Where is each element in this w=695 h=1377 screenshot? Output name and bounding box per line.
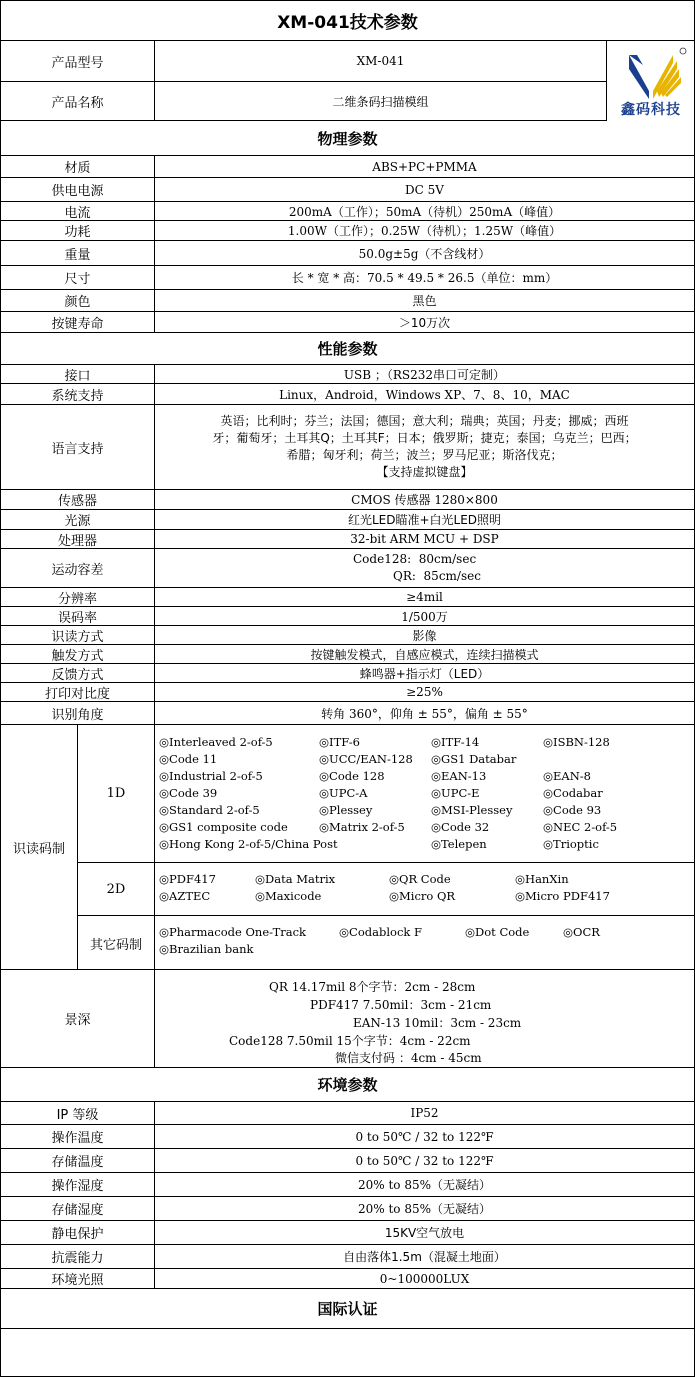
spec-row-light: 光源 红光LED瞄准+白光LED照明: [1, 510, 694, 530]
model-value: XM-041: [356, 54, 405, 68]
symbology-item: ◎Code 11: [159, 752, 218, 766]
spec-row-trigger: 触发方式 按键触发模式，自感应模式，连续扫描模式: [1, 645, 694, 664]
spec-row-current: 电流 200mA（工作）；50mA（待机）250mA（峰值）: [1, 202, 694, 221]
spec-row-op-temp: 操作温度 0 to 50℃ / 32 to 122℉: [1, 1125, 694, 1149]
spec-row-size: 尺寸 长 * 宽 * 高：70.5 * 49.5 * 26.5（单位：mm）: [1, 266, 694, 290]
spec-row-key-life: 按键寿命 ＞10万次: [1, 312, 694, 333]
symbology-item: ◎Dot Code: [465, 925, 530, 939]
spec-row-color: 颜色 黑色: [1, 290, 694, 312]
symbology-item: ◎Industrial 2-of-5: [159, 769, 263, 783]
name-label: 产品名称: [1, 82, 155, 120]
spec-row-sensor: 传感器 CMOS 传感器 1280×800: [1, 490, 694, 510]
spec-row-cpu: 处理器 32-bit ARM MCU + DSP: [1, 530, 694, 549]
symbology-item: ◎GS1 Databar: [431, 752, 517, 766]
model-row: [1, 41, 606, 82]
spec-row-power: 功耗 1.00W（工作）；0.25W（待机）；1.25W（峰值）: [1, 221, 694, 241]
symbology-item: ◎Codabar: [543, 786, 603, 800]
name-value: 二维条码扫描模组: [332, 94, 429, 109]
symbology-item: ◎Codablock F: [339, 925, 422, 939]
spec-row-material: 材质 ABS+PC+PMMA: [1, 156, 694, 178]
spec-row-motion: 运动容差 Code128: 80cm/sec QR: 85cm/sec: [1, 549, 694, 588]
symbology-item: ◎Code 32: [431, 820, 490, 834]
symbology-item: ◎EAN-8: [543, 769, 591, 783]
spec-row-esd: 静电保护 15KV空气放电: [1, 1221, 694, 1245]
spec-row-ambient-light: 环境光照 0~100000LUX: [1, 1269, 694, 1289]
spec-row-store-humidity: 存储湿度 20% to 85%（无凝结）: [1, 1197, 694, 1221]
spec-row-resolution: 分辨率 ≥4mil: [1, 588, 694, 607]
spec-row-store-temp: 存储温度 0 to 50℃ / 32 to 122℉: [1, 1149, 694, 1173]
symbology-item: ◎MSI-Plessey: [431, 803, 513, 817]
spec-row-interface: 接口 USB ；（RS232串口可定制）: [1, 365, 694, 384]
physical-section-header: 物理参数: [1, 121, 694, 156]
performance-section-header: 性能参数: [1, 333, 694, 365]
symbology-item: ◎NEC 2-of-5: [543, 820, 618, 834]
symbology-item: ◎UCC/EAN-128: [319, 752, 413, 766]
symbology-item: ◎AZTEC: [159, 889, 211, 903]
symbology-item: ◎Brazilian bank: [159, 942, 254, 956]
symbology-item: ◎QR Code: [389, 872, 451, 886]
sheet-title: XM-041技术参数: [277, 13, 418, 33]
symbology-item: ◎Micro PDF417: [515, 889, 610, 903]
symbology-item: ◎Interleaved 2-of-5: [159, 735, 273, 749]
spec-row-error: 误码率 1/500万: [1, 607, 694, 626]
spec-row-language: 语言支持 英语；比利时；芬兰；法国；德国；意大利；瑞典；英国；丹麦；挪威；西班 牙；葡萄牙；土耳其Q；土耳其F；日本；俄罗斯；捷克；泰国；乌克兰；巴西； 希腊；匈牙利；荷兰；波兰；罗马尼亚；斯洛伐克； 【支持虚拟键盘】: [1, 405, 694, 490]
spec-row-power-supply: 供电电源 DC 5V: [1, 178, 694, 202]
spec-row-ip: IP 等级 IP52: [1, 1102, 694, 1125]
symbology-2d-list: [155, 863, 694, 916]
spec-row-read-mode: 识读方式 影像: [1, 626, 694, 645]
symbology-item: ◎Hong Kong 2-of-5/China Post: [159, 837, 338, 851]
symbology-item: ◎ISBN-128: [543, 735, 610, 749]
symbology-item: ◎Code 128: [319, 769, 385, 783]
spec-row-shock: 抗震能力 自由落体1.5m（混凝土地面）: [1, 1245, 694, 1269]
spec-row-op-humidity: 操作湿度 20% to 85%（无凝结）: [1, 1173, 694, 1197]
symbology-2d-label: 2D: [78, 863, 155, 916]
symbology-item: ◎Data Matrix: [255, 872, 336, 886]
environment-section-header: 环境参数: [1, 1068, 694, 1102]
symbology-item: ◎Plessey: [319, 803, 373, 817]
spec-row-angle: 识别角度 转角 360°，仰角 ± 55°，偏角 ± 55°: [1, 702, 694, 725]
symbology-1d-list: [155, 725, 694, 863]
spec-row-contrast: 打印对比度 ≥25%: [1, 683, 694, 702]
symbology-block: [1, 725, 694, 970]
symbology-other-list: [155, 916, 694, 970]
sheet-title-row: [1, 1, 694, 41]
certification-section-header: 国际认证: [1, 1289, 694, 1329]
symbology-item: ◎Matrix 2-of-5: [319, 820, 405, 834]
model-label: 产品型号: [1, 41, 155, 81]
symbology-item: ◎Maxicode: [255, 889, 322, 903]
spec-row-depth-of-field: 景深 QR 14.17mil 8个字节：2cm - 28cm PDF417 7.50mil：3cm - 21cm EAN-13 10mil：3cm - 23cm Code128 7.50mil 15个字节：4cm - 22cm 微信支付码 ：4cm - 45cm: [1, 970, 694, 1068]
symbology-item: ◎Code 93: [543, 803, 602, 817]
language-list: 英语；比利时；芬兰；法国；德国；意大利；瑞典；英国；丹麦；挪威；西班 牙；葡萄牙；土耳其Q；土耳其F；日本；俄罗斯；捷克；泰国；乌克兰；巴西； 希腊；匈牙利；荷兰；波兰；罗马尼亚；斯洛伐克； 【支持虚拟键盘】: [212, 414, 637, 479]
brand-name: 鑫码科技: [621, 102, 681, 118]
symbology-item: ◎Trioptic: [543, 837, 599, 851]
spec-row-weight: 重量 50.0g±5g（不含线材）: [1, 241, 694, 266]
symbology-1d-label: 1D: [78, 725, 155, 863]
brand-logo: [606, 41, 695, 121]
symbology-item: ◎EAN-13: [431, 769, 487, 783]
symbology-item: ◎OCR: [563, 925, 600, 939]
spec-row-os: 系统支持 Linux，Android，Windows XP、7、8、10，MAC: [1, 384, 694, 405]
symbology-other-label: 其它码制: [78, 916, 155, 970]
name-row: [1, 82, 606, 121]
spec-row-feedback: 反馈方式 蜂鸣器+指示灯（LED）: [1, 664, 694, 683]
symbology-item: ◎ITF-6: [319, 735, 360, 749]
symbology-item: ◎GS1 composite code: [159, 820, 288, 834]
symbology-item: ◎UPC-A: [319, 786, 368, 800]
symbology-item: ◎Code 39: [159, 786, 218, 800]
symbology-label: 识读码制: [1, 725, 78, 969]
symbology-item: ◎UPC-E: [431, 786, 480, 800]
symbology-item: ◎Standard 2-of-5: [159, 803, 260, 817]
symbology-item: ◎HanXin: [515, 872, 569, 886]
symbology-item: ◎Micro QR: [389, 889, 456, 903]
symbology-item: ◎PDF417: [159, 872, 216, 886]
symbology-item: ◎Telepen: [431, 837, 487, 851]
symbology-item: ◎Pharmacode One-Track: [159, 925, 307, 939]
symbology-item: ◎ITF-14: [431, 735, 480, 749]
